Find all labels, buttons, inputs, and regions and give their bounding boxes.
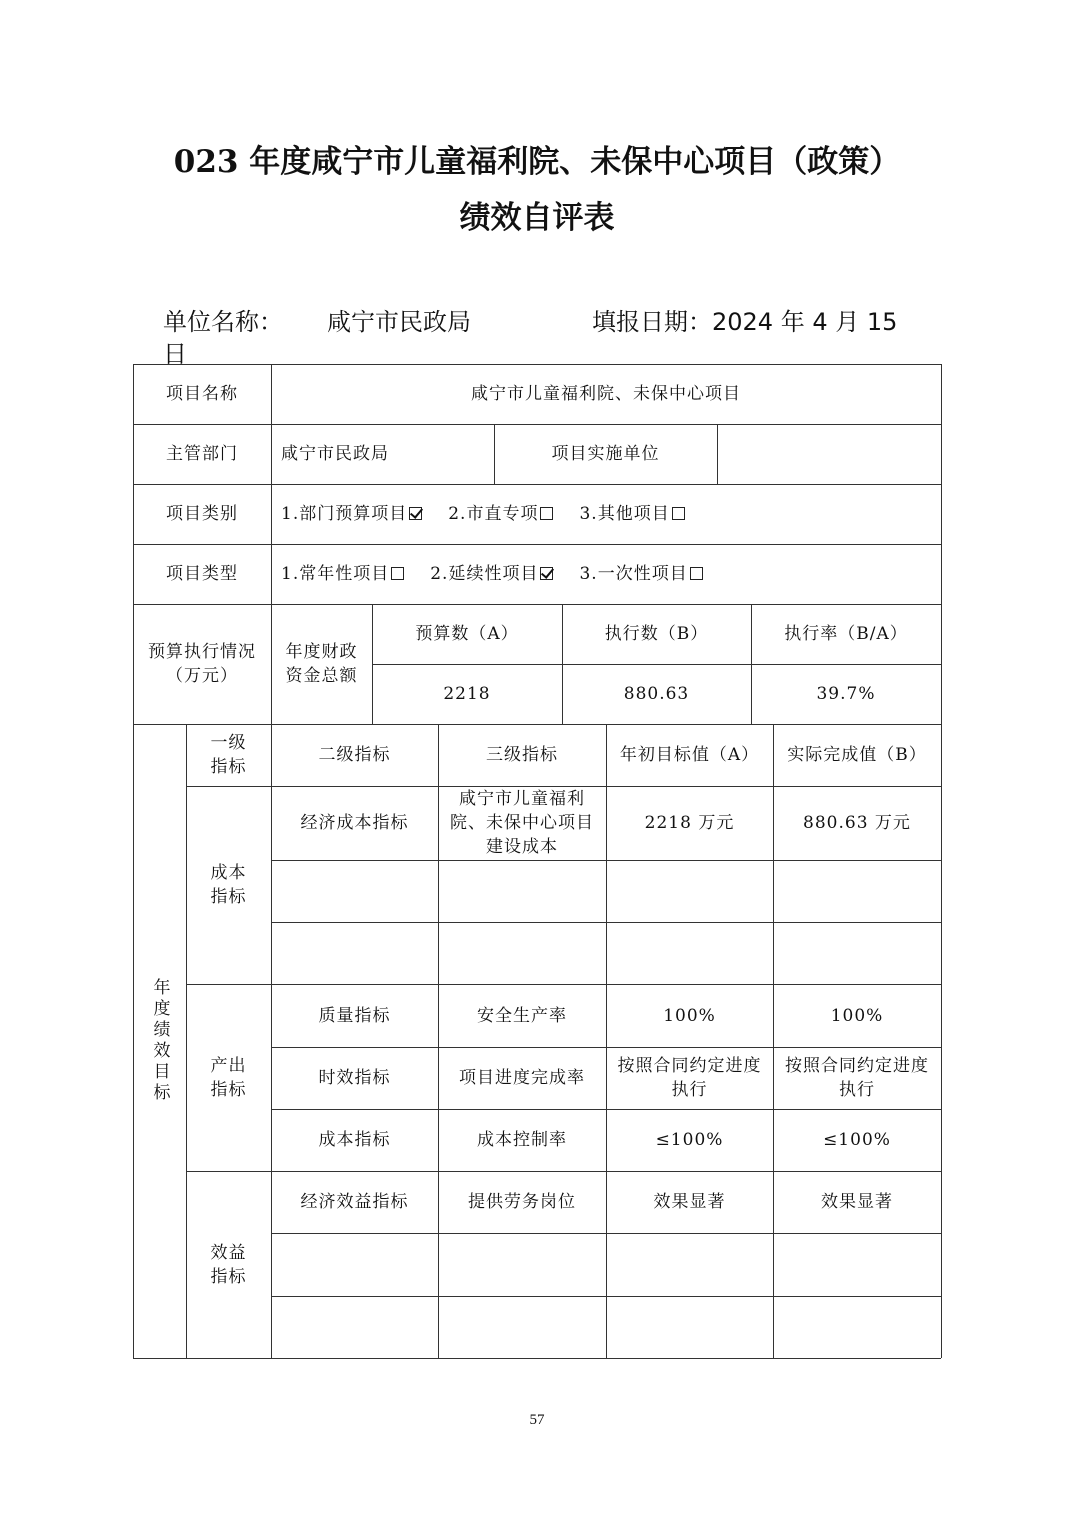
row-level3: 咸宁市儿童福利院、未保中心项目建设成本 — [450, 789, 594, 857]
row-level3: 成本控制率 — [477, 1130, 567, 1150]
row-level2: 质量指标 — [318, 1005, 391, 1026]
unit-value: 咸宁市民政局 — [327, 308, 471, 336]
group-level1-line2: 指标 — [210, 1266, 247, 1287]
group-level1-line1: 效益 — [210, 1242, 247, 1263]
row-actual — [773, 922, 941, 984]
budget-label-line2: （万元） — [166, 666, 238, 686]
group-level1-cost — [186, 786, 271, 984]
document-title-line2: 绩效自评表 — [459, 200, 615, 236]
header-level1-line2: 指标 — [210, 757, 247, 777]
category-label: 项目类别 — [166, 504, 238, 524]
date-wrap: 日 — [163, 340, 187, 368]
row-actual — [773, 1233, 941, 1296]
checkbox-empty-icon[interactable] — [391, 567, 404, 580]
checkbox-checked-icon[interactable] — [409, 507, 422, 520]
date-value: 2024 年 4 月 15 — [712, 308, 898, 336]
row-level2 — [271, 922, 438, 984]
row-target: ≤100% — [655, 1130, 724, 1150]
checkbox-empty-icon[interactable] — [540, 507, 553, 520]
category-option-label: 2.市直专项 — [448, 504, 539, 524]
row-actual: 按照合同约定进度执行 — [785, 1056, 929, 1100]
header-level1 — [186, 724, 271, 786]
budget-label-line1: 预算执行情况 — [148, 642, 256, 662]
budget-col-b: 执行数（B） — [604, 624, 709, 644]
checkbox-empty-icon[interactable] — [690, 567, 703, 580]
project-name-value: 咸宁市儿童福利院、未保中心项目 — [471, 384, 741, 404]
budget-value-a: 2218 — [443, 684, 491, 704]
group-level1-line2: 指标 — [210, 887, 247, 907]
type-option-label: 3.一次性项目 — [579, 564, 688, 584]
row-target: 100% — [663, 1005, 716, 1026]
row-target: 效果显著 — [653, 1192, 726, 1212]
row-actual: 效果显著 — [821, 1192, 893, 1212]
budget-value-rate: 39.7% — [816, 684, 876, 704]
category-option-label: 1.部门预算项目 — [281, 504, 408, 524]
row-divider — [133, 1358, 941, 1359]
type-option-label: 2.延续性项目 — [430, 564, 539, 584]
budget-sub-label-line2: 资金总额 — [285, 666, 358, 686]
impl-unit-value — [717, 424, 941, 484]
header-target: 年初目标值（A） — [619, 745, 760, 765]
row-level2: 经济成本指标 — [300, 813, 409, 833]
unit-label: 单位名称： — [163, 308, 283, 336]
group-level1-benefit — [186, 1171, 271, 1358]
row-target — [606, 1296, 773, 1358]
row-level3: 安全生产率 — [477, 1005, 567, 1026]
category-option-label: 3.其他项目 — [579, 504, 670, 524]
header-level2: 二级指标 — [318, 745, 391, 765]
row-actual — [773, 860, 941, 922]
category-option — [579, 502, 684, 526]
row-actual: 100% — [830, 1005, 884, 1026]
row-target — [606, 860, 773, 922]
budget-col-a: 预算数（A） — [415, 624, 519, 644]
row-level2 — [271, 1296, 438, 1358]
row-level3 — [438, 860, 606, 922]
row-level2: 时效指标 — [318, 1068, 391, 1088]
group-level1-output — [186, 984, 271, 1171]
row-level3 — [438, 1296, 606, 1358]
project-name-label: 项目名称 — [166, 384, 238, 404]
row-target: 2218 万元 — [644, 813, 735, 833]
budget-sub-label-line1: 年度财政 — [285, 642, 358, 662]
header-level1-line1: 一级 — [210, 733, 247, 753]
row-actual: ≤100% — [823, 1130, 891, 1150]
col-divider — [941, 364, 942, 1358]
group-level1-line1: 成本 — [210, 863, 247, 883]
page-number: 57 — [529, 1412, 545, 1428]
budget-col-rate: 执行率（B/A） — [784, 624, 908, 644]
row-actual — [773, 1296, 941, 1358]
category-option — [281, 502, 422, 526]
group-level1-line1: 产出 — [210, 1055, 247, 1076]
row-level2 — [271, 1233, 438, 1296]
type-option — [281, 562, 404, 586]
goals-side-label — [133, 724, 186, 1358]
date-label: 填报日期： — [592, 308, 712, 336]
row-level3 — [438, 1233, 606, 1296]
row-target — [606, 1233, 773, 1296]
row-actual: 880.63 万元 — [803, 813, 911, 833]
row-level2: 成本指标 — [318, 1130, 391, 1150]
document-title-line1: 023 年度咸宁市儿童福利院、未保中心项目（政策） — [173, 144, 901, 180]
budget-value-b: 880.63 — [623, 684, 690, 704]
category-options — [271, 484, 941, 544]
budget-label — [133, 604, 271, 724]
row-target: 按照合同约定进度执行 — [617, 1056, 762, 1100]
group-level1-line2: 指标 — [210, 1079, 247, 1100]
type-option-label: 1.常年性项目 — [281, 564, 390, 584]
row-level3 — [438, 922, 606, 984]
dept-label: 主管部门 — [166, 444, 238, 464]
budget-sub-label — [271, 604, 372, 724]
header-actual: 实际完成值（B） — [787, 745, 927, 765]
checkbox-empty-icon[interactable] — [672, 507, 685, 520]
row-level2: 经济效益指标 — [300, 1192, 409, 1212]
row-target — [606, 922, 773, 984]
row-level3: 提供劳务岗位 — [468, 1192, 576, 1212]
goals-side-label-text: 年度绩效目标 — [149, 978, 170, 1104]
category-option — [448, 502, 553, 526]
dept-value: 咸宁市民政局 — [281, 444, 389, 464]
impl-unit-label: 项目实施单位 — [551, 444, 660, 464]
checkbox-checked-icon[interactable] — [540, 567, 553, 580]
row-level2 — [271, 860, 438, 922]
row-level3: 项目进度完成率 — [459, 1068, 585, 1088]
type-option — [430, 562, 553, 586]
type-option — [579, 562, 702, 586]
type-label: 项目类型 — [166, 564, 238, 584]
header-level3: 三级指标 — [486, 745, 558, 765]
type-options — [271, 544, 941, 604]
